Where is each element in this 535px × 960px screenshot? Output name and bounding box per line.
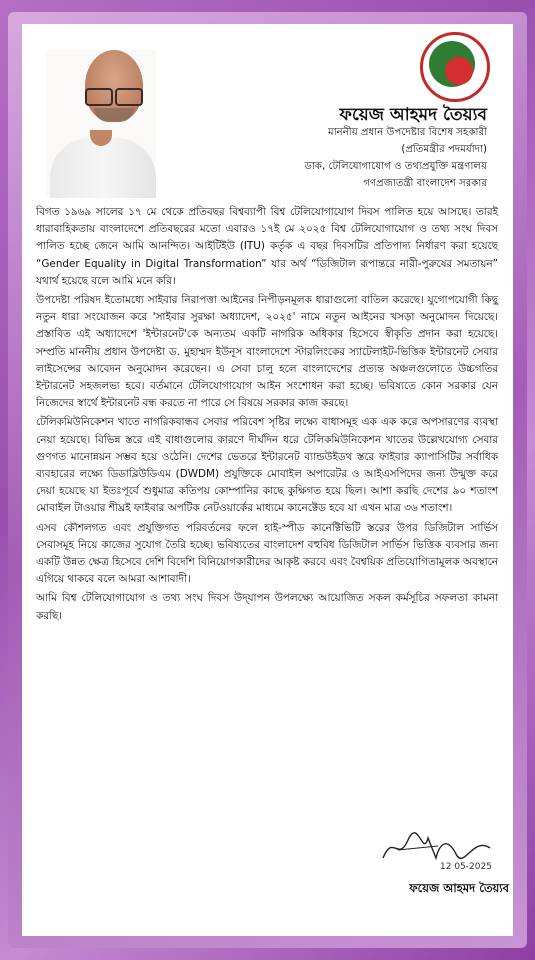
signature [378,828,498,884]
author-name: ফয়েজ আহমদ তৈয়্যব [339,105,487,125]
message-body [36,204,498,627]
portrait-glasses [83,88,145,104]
author-designation [304,124,487,192]
paragraph: এসব কৌশলগত এবং প্রযুক্তিগত পরিবর্তনের ফলে হাই-স্পীড কানেক্টিভিটি স্তরের উপর ডিজিটাল সার্ভিস সেবাসমূহ নিয়ে কাজের সুযোগ তৈরি হচ্ছে। ভবিষ্যতের বাংলাদেশ বহুবিধ ডিজিটাল সার্ভিস ভিত্তিক ব্যবসার জন্য একটি উন্নত ক্ষেত্র হিসেবে দেশি বিদেশি বিনিয়োগকারীদের আকৃষ্ট করবে এবং বৈশ্বয়িক প্রতিযোগিতামূলক অবস্থানে এগিয়ে থাকবে বলে আমরা আশাবাদী। [36,521,498,586]
message-card [22,24,513,936]
paragraph: বিগত ১৯৬৯ সালের ১৭ মে থেকে প্রতিবছর বিশ্বব্যাপী বিশ্ব টেলিযোগাযোগ দিবস পালিত হয়ে আসছে। তারই ধারাবাহিকতায় বাংলাদেশে প্রতিবছরের মতো এবারও ১৭ই মে ২০২৫ বিশ্ব টেলিযোগাযোগ ও তথ্য সংঘ দিবস পালিত হচ্ছে জেনে আমি আনন্দিত। আইটিইউ (ITU) কর্তৃক এ বছর দিবসটির প্রতিপাদ্য নির্ধারণ করা হয়েছে “Gender Equality in Digital Transformation” যার অর্থ “ডিজিটাল রূপান্তরে নারী-পুরুষের সমতায়ন” যথার্থ হয়েছে বলে আমি মনে করি। [36,206,498,287]
paragraph: আমি বিশ্ব টেলিযোগাযোগ ও তথ্য সংঘ দিবস উদ্‌যাপন উপলক্ষ্যে আয়োজিত সকল কর্মসূচির সফলতা কামনা করছি। [36,592,498,622]
designation-line: মাননীয় প্রধান উপদেষ্টার বিশেষ সহকারী [328,127,487,138]
government-line: গণপ্রজাতন্ত্রী বাংলাদেশ সরকার [363,178,487,189]
designation-line: (প্রতিমন্ত্রীর পদমর্যাদা) [401,144,487,155]
signature-date: 12 05-2025 [440,862,492,872]
signature-name: ফয়েজ আহমদ তৈয়্যব [409,881,509,895]
portrait-photo [46,50,156,198]
paragraph: টেলিকমিউনিকেশন খাতে নাগরিকবান্ধব সেবার পরিবেশ সৃষ্টির লক্ষ্যে বাধাসমূহ এক এক করে অপসারণের ব্যবস্থা নেয়া হয়েছে। বিভিন্ন স্তরে এই বাধাগুলোর কারণে দীর্ঘদিন ধরে টেলিকমিউনিকেশন খাতের উল্লেখযোগ্য সেবার গুণগত মানোন্নয়ন সম্ভব হয়ে ওঠেনি। দেশের ভেতরে ইন্টারনেট ব্যান্ডউইডথ স্তরে ফাইবার ক্যাপাসিটির সর্বাধিক ব্যবহারের লক্ষ্যে ডিডাব্লিউডিএম (DWDM) প্রযুক্তিকে মোবাইল অপারেটর ও আইএসপিদের জন্য উন্মুক্ত করে দেয়া হয়েছে যা ইতঃপূর্বে শুধুমাত্র কতিপয় কোম্পানির কাছে কুক্ষিগত হয়ে ছিল। আশা করছি দেশের ৯০ শতাংশ মোবাইল টাওয়ার শীঘ্রই ফাইবার অপটিক নেটওয়ার্কের মাধ্যমে কানেক্টেড হবে যা এখন মাত্র ৩৬ শতাংশ। [36,416,498,515]
portrait-beard [94,108,134,122]
government-seal-icon [420,32,490,102]
paragraph: উপদেষ্টা পরিষদ ইতোমধ্যে সাইবার নিরাপত্তা আইনের নিপীড়নমূলক ধারাগুলো বাতিল করেছে। যুগোপযোগী কিছু নতুন ধারা সংযোজন করে 'সাইবার সুরক্ষা অধ্যাদেশ, ২০২৫' নামে নতুন আইনের খসড়া অনুমোদন দিয়েছে। প্রস্তাবিত এই অধ্যাদেশে 'ইন্টারনেট'কে অন্যতম একটি নাগরিক অধিকার হিসেবে স্বীকৃতি প্রদান করা হয়েছে। সম্প্রতি মাননীয় প্রধান উপদেষ্টা ড. মুহাম্মদ ইউনূস বাংলাদেশে স্টারলিংকের স্যাটেলাইট-ভিত্তিক ইন্টারনেট সেবার লাইসেন্সের আবেদন অনুমোদন করেছেন। এ সেবা চালু হলে বাংলাদেশের প্রত্যন্ত অঞ্চলগুলোতে উচ্চগতির ইন্টারনেট সহজলভ্য হবে। বর্তমানে টেলিযোগাযোগ আইন সংশোধন করা হচ্ছে। ভবিষ্যতে কোন সরকার যেন নিজেদের স্বার্থে ইন্টারনেট বন্ধ করতে না পারে সে বিষয়ে সরকার কাজ করছে। [36,294,498,410]
ministry-line: ডাক, টেলিযোগাযোগ ও তথ্যপ্রযুক্তি মন্ত্রণালয় [304,161,487,172]
portrait-shirt [50,138,156,198]
